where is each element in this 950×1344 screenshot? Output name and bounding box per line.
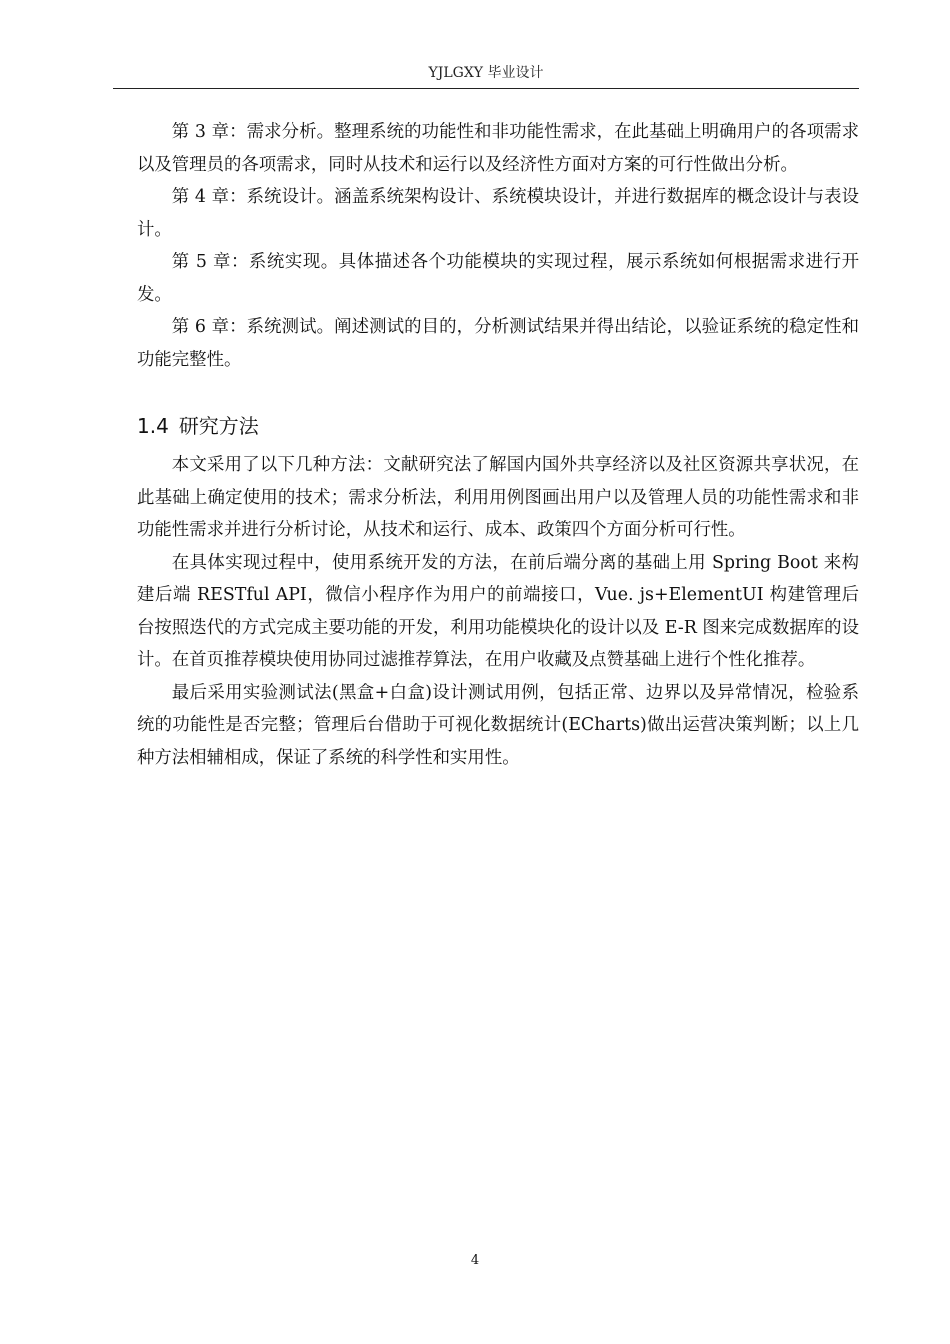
methods-paragraph-3: 最后采用实验测试法(黑盒+白盒)设计测试用例，包括正常、边界以及异常情况，检验系统的功能性是否完整；管理后台借助于可视化数据统计(ECharts)做出运营决策判断；以上几种方法相辅相成，保证了系统的科学性和实用性。 (137, 682, 859, 768)
chapter-3-summary: 第 3 章：需求分析。整理系统的功能性和非功能性需求，在此基础上明确用户的各项需求以及管理员的各项需求，同时从技术和运行以及经济性方面对方案的可行性做出分析。 (137, 122, 859, 175)
page-number: 4 (470, 1253, 480, 1268)
header-title: YJLGXY 毕业设计 (428, 65, 544, 81)
methods-paragraph-2: 在具体实现过程中，使用系统开发的方法，在前后端分离的基础上用 Spring Boot 来构建后端 RESTful API，微信小程序作为用户的前端接口，Vue. js+ElementUI 构建管理后台按照迭代的方式完成主要功能的开发，利用功能模块化的设计以及 E-R 图来完成数据库的设计。在首页推荐模块使用协同过滤推荐算法，在用户收藏及点赞基础上进行个性化推荐。 (137, 552, 859, 670)
section-heading (137, 412, 859, 440)
section-title: 研究方法 (178, 414, 259, 438)
methods-paragraph-1: 本文采用了以下几种方法：文献研究法了解国内国外共享经济以及社区资源共享状况，在此基础上确定使用的技术；需求分析法，利用用例图画出用户以及管理人员的功能性需求和非功能性需求并进行分析讨论，从技术和运行、成本、政策四个方面分析可行性。 (137, 455, 859, 540)
page-body (137, 116, 859, 774)
chapter-5-summary: 第 5 章：系统实现。具体描述各个功能模块的实现过程，展示系统如何根据需求进行开发。 (137, 252, 859, 305)
page-header (113, 62, 859, 89)
chapter-6-summary: 第 6 章：系统测试。阐述测试的目的，分析测试结果并得出结论，以验证系统的稳定性和功能完整性。 (137, 317, 859, 370)
chapter-4-summary: 第 4 章：系统设计。涵盖系统架构设计、系统模块设计，并进行数据库的概念设计与表设计。 (137, 187, 859, 240)
section-number: 1.4 (137, 414, 169, 438)
